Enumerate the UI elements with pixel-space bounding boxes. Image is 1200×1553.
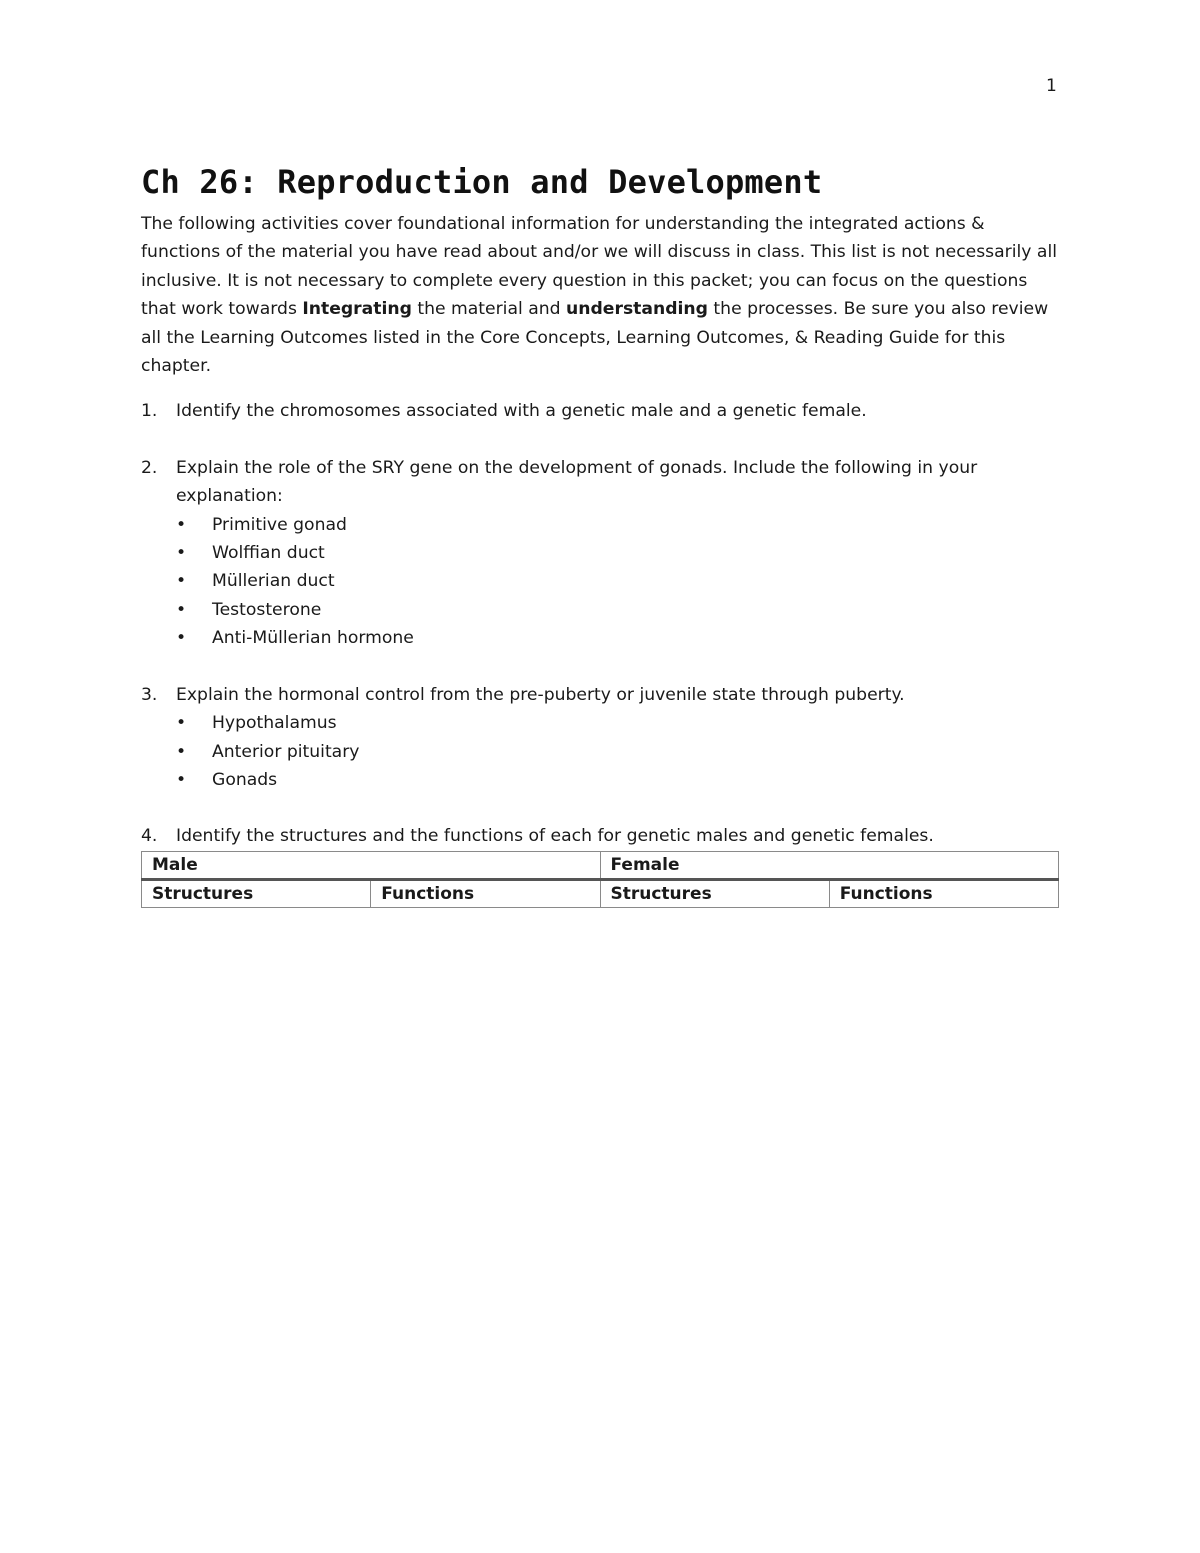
list-item: • Testosterone (176, 596, 1061, 624)
question-number: 1. (141, 401, 158, 422)
bullet-icon: • (176, 769, 187, 790)
question-3 (141, 681, 1061, 795)
question-text: Identify the structures and the functions of each for genetic males and genetic females. (176, 826, 934, 847)
question-text: Identify the chromosomes associated with a genetic male and a genetic female. (176, 401, 867, 422)
list-item: • Anti-Müllerian hormone (176, 624, 1061, 652)
table-header-row (142, 851, 1059, 879)
bullet-icon: • (176, 741, 187, 762)
table-cell-female-functions: Functions (829, 879, 1058, 907)
question-text: Explain the role of the SRY gene on the development of gonads. Include the following in your explanation: (176, 457, 978, 507)
list-item: • Hypothalamus (176, 709, 1061, 737)
table-subheader-row (142, 879, 1059, 907)
bullet-icon: • (176, 599, 187, 620)
bullet-icon: • (176, 571, 187, 592)
bullet-icon: • (176, 713, 187, 734)
question-1 (141, 397, 1061, 425)
list-item: • Wolffian duct (176, 539, 1061, 567)
list-item: • Primitive gonad (176, 511, 1061, 539)
table-header-male: Male (142, 851, 601, 879)
bullet-list (176, 511, 1061, 653)
structures-functions-table (141, 851, 1059, 908)
question-number: 2. (141, 457, 158, 478)
list-item: • Anterior pituitary (176, 738, 1061, 766)
question-2 (141, 454, 1061, 653)
table-header-female: Female (600, 851, 1059, 879)
table-cell-male-functions: Functions (371, 879, 600, 907)
document-title: Ch 26: Reproduction and Development (141, 163, 823, 201)
document-body (141, 160, 1061, 908)
intro-text-2: the material and (411, 299, 567, 320)
table-cell-male-structures: Structures (142, 879, 371, 907)
bullet-icon: • (176, 628, 187, 649)
question-number: 4. (141, 826, 158, 847)
question-4 (141, 822, 1061, 850)
list-item: • Müllerian duct (176, 567, 1061, 595)
question-text: Explain the hormonal control from the pre-puberty or juvenile state through puberty. (176, 684, 905, 705)
bullet-icon: • (176, 514, 187, 535)
intro-bold-understanding: understanding (566, 299, 708, 320)
intro-text-3: the processes. Be sure you also review all the Learning Outcomes listed in the Core Concepts, Learning Outcomes, & Reading Guide for this chapter. (141, 299, 1049, 377)
question-number: 3. (141, 684, 158, 705)
list-item: • Gonads (176, 766, 1061, 794)
intro-bold-integrating: Integrating (302, 299, 412, 320)
table-cell-female-structures: Structures (600, 879, 829, 907)
intro-paragraph (141, 210, 1061, 380)
bullet-list (176, 709, 1061, 794)
page-number: 1 (1046, 76, 1057, 96)
intro-text-1: The following activities cover foundational information for understanding the integrated actions & functions of the material you have read about and/or we will discuss in class. This list is not necessarily all inclusive. It is not necessary to complete every question in this packet; you can focus on the questions that work towards (141, 214, 1057, 320)
bullet-icon: • (176, 543, 187, 564)
